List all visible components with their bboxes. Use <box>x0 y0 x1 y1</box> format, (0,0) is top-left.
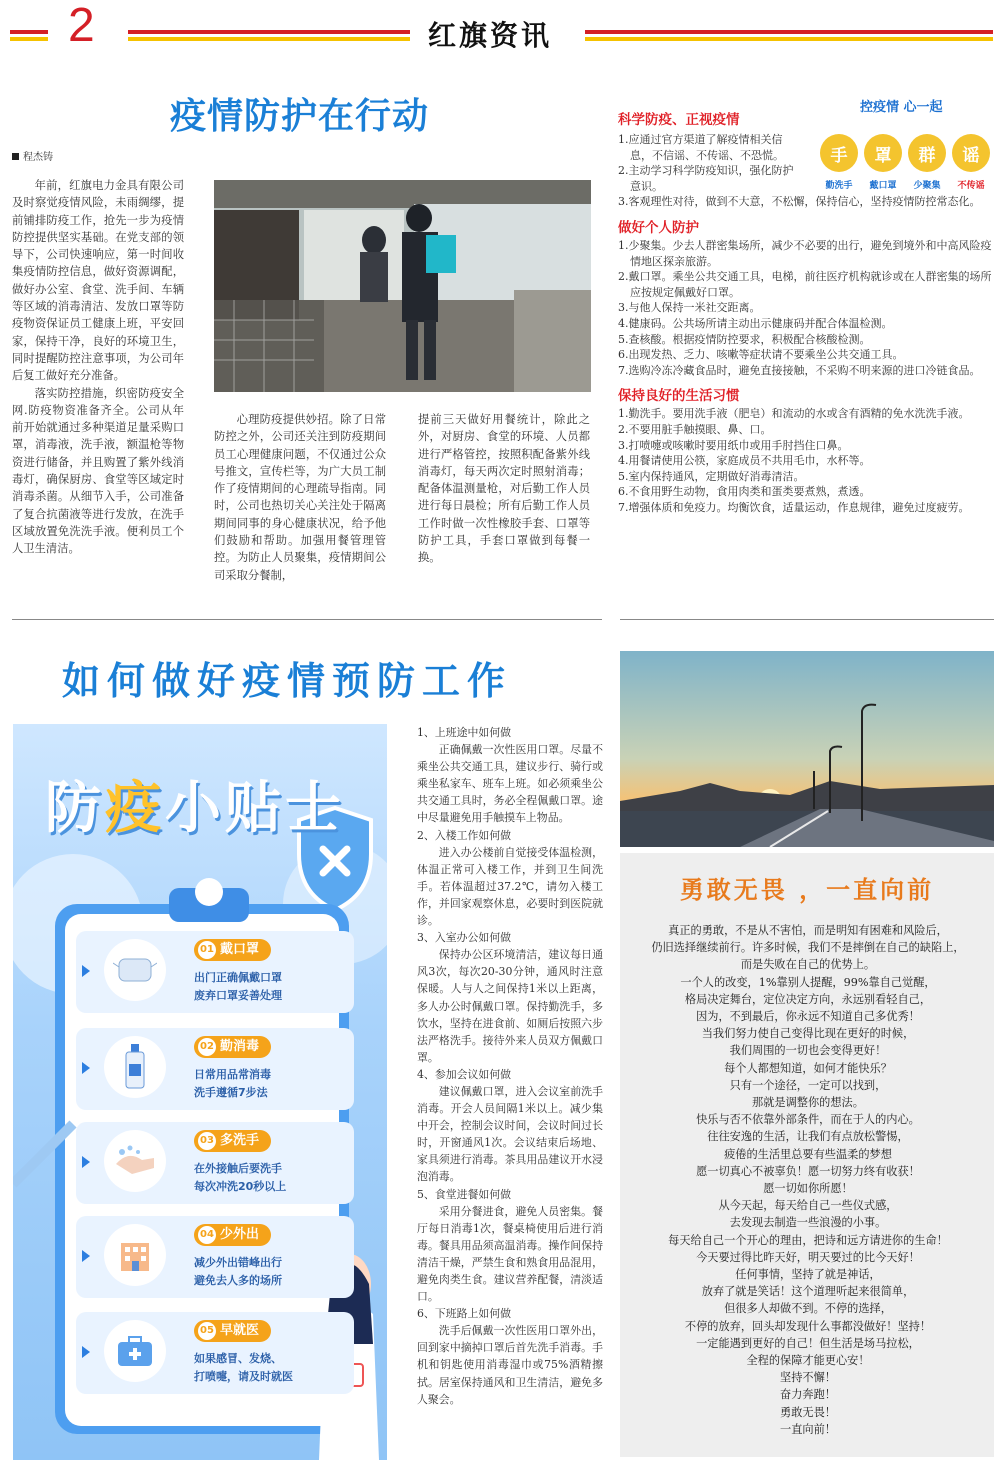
tip-line1: 日常用品常消毒 <box>194 1068 271 1081</box>
poem-line: 而是失败在自己的优势上。 <box>740 958 876 972</box>
step-heading: 4、参加会议如何做 <box>417 1067 512 1081</box>
header-bar-red-left <box>10 30 48 34</box>
step-text: 洗手后佩戴一次性医用口罩外出，回到家中摘掉口罩后首先洗手消毒。手机和钥匙使用消毒湿巾或75%酒精擦拭。居室保持通风和卫生清洁，避免多人聚会。 <box>417 1324 603 1406</box>
tip-title-text: 早就医 <box>220 1323 260 1338</box>
poem-line: 勇敢无畏！ <box>780 1405 836 1419</box>
tip-title <box>194 1320 271 1342</box>
step-text: 建议佩戴口罩，进入会议室前洗手消毒。开会人员间隔1米以上。减少集中开会，控制会议时间，会议时间过长时，开窗通风1次。会议结束后场地、家具须进行消毒。茶具用品建议开水浸泡消毒。 <box>417 1084 603 1184</box>
icon-label: 勤洗手 <box>825 181 853 191</box>
tip-number: 02 <box>198 1038 216 1056</box>
author-name: 程杰铸 <box>23 152 53 163</box>
list-item: 7.选购冷冻冷藏食品时，避免直接接触，不采购不明来源的进口冷链食品。 <box>618 363 981 377</box>
list-item: 4.健康码。公共场所请主动出示健康码并配合体温检测。 <box>618 316 893 330</box>
step-text: 正确佩戴一次性医用口罩。尽量不乘坐公共交通工具，建议步行、骑行或乘坐私家车、班车上班。如必须乘坐公共交通工具时，务必全程佩戴口罩。途中尽量避免用手触摸车上物品。 <box>417 743 603 825</box>
washing-hands-icon <box>104 1130 166 1192</box>
factory-photo-svg <box>214 180 591 392</box>
tip-line1: 出门正确佩戴口罩 <box>194 971 282 984</box>
sidebar-sec1-list <box>618 132 803 194</box>
mask-svg <box>113 955 157 985</box>
poem-line: 真正的勇敢，不是从不害怕，而是明知有困难和风险后， <box>668 924 948 937</box>
play-arrow-icon <box>82 965 90 977</box>
poem-line: 任何事情，坚持了就是神话， <box>735 1268 881 1282</box>
step-heading: 6、下班路上如何做 <box>417 1307 512 1321</box>
step-heading: 1、上班途中如何做 <box>417 726 512 739</box>
poem-line: 今天要过得比昨天好，明天要过的比今天好！ <box>696 1250 920 1264</box>
tip-title <box>194 1224 271 1246</box>
building-svg <box>115 1237 155 1273</box>
crowd-icon: 群 <box>908 134 946 172</box>
article1-para2: 落实防控措施，织密防疫安全网.防疫物资准备齐全。公司从年前开始就通过多种渠道足量采购口罩，消毒液，洗手液，额温枪等物资进行储备，并且购置了紫外线消毒灯，确保厨房、食堂等区域定时消毒杀菌。从细节入手，公司准备了复合抗菌液等进行发放，在洗手区域放置免洗洗手液。便利员工个人卫生清洁。 <box>12 386 184 556</box>
poem-line: 因为，不到最后，你永远不知道自己多优秀！ <box>696 1010 920 1024</box>
author-marker-icon <box>12 153 19 160</box>
header-bar-yellow-mid <box>128 37 410 41</box>
poster-title <box>45 764 345 844</box>
tip-line2: 每次冲洗20秒以上 <box>194 1180 287 1193</box>
step-text: 保持办公区环境清洁，建议每日通风3次，每次20-30分钟，通风时注意保暖。人与人之间保持1米以上距离，多人办公时佩戴口罩。保持勤洗手，多饮水，坚持在进食前、如厕后按照六步法严格洗手。接待外来人员双方佩戴口罩。 <box>417 948 603 1064</box>
tip-line1: 如果感冒、发烧、 <box>194 1352 282 1365</box>
list-item: 5.查核酸。根据疫情防控要求，积极配合核酸检测。 <box>618 332 871 346</box>
slogan: 控疫情 心一起 <box>860 100 943 115</box>
tip-line1: 在外接触后要洗手 <box>194 1162 282 1175</box>
header-bar-yellow-left <box>10 37 48 41</box>
play-arrow-icon <box>82 1156 90 1168</box>
sidebar-sec2-title: 做好个人防护 <box>618 219 699 236</box>
poem-line: 一定能遇到更好的自己！但生活是场马拉松， <box>696 1336 920 1350</box>
hands-svg <box>112 1144 158 1178</box>
article1-col2-text: 心理防疫提供妙招。除了日常防控之外，公司还关注到防疫期间员工心理健康问题，不仅通过公众号推文，宣传栏等，为广大员工制作了疫情期间的心理疏导指南。同时，公司也热切关心关注处于隔离期间同事的身心健康状况，给予他们鼓励和帮助。加强用餐管理管控。为防止人员聚集，疫情期间公司采取分餐制， <box>214 413 386 582</box>
poster-title-part2: 疫 <box>105 776 165 841</box>
tip-title-text: 勤消毒 <box>220 1039 260 1054</box>
section-divider-left <box>12 619 602 620</box>
step-heading: 2、入楼工作如何做 <box>417 828 512 842</box>
article1-para1: 年前，红旗电力金具有限公司及时察觉疫情风险，未雨绸缪，提前铺排防疫工作，抢先一步为疫情防控提供坚实基础。在党支部的领导下，公司快速响应，第一时间收集疫情防控信息，做好资源调配，做好办公室、食堂、洗手间、车辆等区域的消毒清洁、发放口罩等防疫物资保证员工健康上班，平安回家，保持干净，良好的环境卫生，同时提醒防控注意事项，为公司年后复工做好充分准备。 <box>12 179 184 383</box>
poem-text <box>620 922 996 1438</box>
list-item: 2.戴口罩。乘坐公共交通工具，电梯，前往医疗机构就诊或在人群密集的场所应按规定佩戴好口罩。 <box>618 270 992 299</box>
building-icon <box>104 1224 166 1286</box>
list-item: 2.不要用脏手触摸眼、鼻、口。 <box>618 422 772 436</box>
tip-card <box>76 1122 354 1204</box>
list-item: 1.勤洗手。要用洗手液（肥皂）和流动的水或含有酒精的免水洗洗手液。 <box>618 407 970 421</box>
poem-line: 愿一切真心不被辜负！愿一切努力终有收获！ <box>696 1164 920 1178</box>
sunset-svg <box>620 651 994 847</box>
step-text: 采用分餐进食，避免人员密集。餐厅每日消毒1次，餐桌椅使用后进行消毒。餐具用品须高温消毒。操作间保持清洁干燥，严禁生食和熟食用品混用，避免肉类生食。建议营养配餐，清淡适口。 <box>417 1204 603 1304</box>
tip-title-text: 戴口罩 <box>220 942 260 957</box>
tip-number: 01 <box>198 941 216 959</box>
sidebar-sec1-title: 科学防疫、正视疫情 <box>618 112 740 128</box>
poem-line: 放弃了就是笑话！这个道理听起来很简单， <box>701 1285 915 1299</box>
page-number: 2 <box>68 0 95 52</box>
poem-line: 从今天起，每天给自己一些仪式感， <box>718 1199 898 1213</box>
article2-title: 如何做好疫情预防工作 <box>62 658 513 703</box>
masthead-title: 红旗资讯 <box>428 19 553 52</box>
prevention-icons-panel <box>812 92 998 192</box>
list-item: 7.增强体质和免疫力。均衡饮食，适量运动，作息规律，避免过度疲劳。 <box>618 500 970 514</box>
tip-card <box>76 1216 354 1298</box>
play-arrow-icon <box>82 1250 90 1262</box>
tip-title <box>194 1130 271 1152</box>
tip-card <box>76 1028 354 1110</box>
header-bar-yellow-right <box>585 37 993 41</box>
factory-disinfection-photo <box>214 180 591 392</box>
poem-line: 只有一个途径，一定可以找到， <box>729 1078 887 1092</box>
icon-label: 少聚集 <box>913 181 941 191</box>
tip-number: 03 <box>198 1132 216 1150</box>
poem-line: 奋力奔跑！ <box>780 1388 836 1402</box>
poem-line: 仍旧选择继续前行。许多时候，我们不是摔倒在自己的缺陷上， <box>651 941 965 955</box>
tip-number: 05 <box>198 1322 216 1340</box>
poem-line: 往往安逸的生活，让我们有点放松警惕， <box>707 1130 909 1144</box>
poem-line: 疲倦的生活里总要有些温柔的梦想 <box>724 1147 892 1161</box>
list-item: 1.少聚集。少去人群密集场所，减少不必要的出行，避免到境外和中高风险疫情地区探亲旅游。 <box>618 238 992 268</box>
play-arrow-icon <box>82 1346 90 1358</box>
poem-line: 去发现去制造一些浪漫的小事。 <box>729 1216 887 1230</box>
tip-title <box>194 939 271 961</box>
icon-label: 戴口罩 <box>869 181 897 191</box>
tip-number: 04 <box>198 1226 216 1244</box>
article1-title: 疫情防护在行动 <box>170 96 430 137</box>
article1-col2 <box>214 411 386 584</box>
poster-title-part1: 防 <box>45 776 105 841</box>
tip-line2: 洗手遵循7步法 <box>194 1086 268 1099</box>
tip-line2: 打喷嚏，请及时就医 <box>194 1370 293 1383</box>
medical-kit-icon <box>104 1320 166 1382</box>
poem-line: 格局决定舞台，定位决定方向，永远别看轻自己， <box>684 992 932 1006</box>
header-bar-red-right <box>585 30 993 34</box>
tip-title-text: 少外出 <box>220 1227 260 1242</box>
medkit-svg <box>114 1334 156 1368</box>
author-line <box>12 148 53 163</box>
poster-title-part3: 小贴士 <box>165 776 345 841</box>
section-divider-right <box>620 619 994 620</box>
tip-card <box>76 1312 354 1394</box>
list-item: 6.不食用野生动物，食用肉类和蛋类要煮熟，煮透。 <box>618 485 871 499</box>
poem-line: 当我们努力使自己变得比现在更好的时候， <box>701 1027 915 1041</box>
sidebar-sec3-title: 保持良好的生活习惯 <box>618 388 740 405</box>
icon-label: 不传谣 <box>957 181 985 191</box>
list-item: 2.主动学习科学防疫知识，强化防护意识。 <box>618 164 794 193</box>
poem-line: 愿一切如你所愿！ <box>763 1182 853 1196</box>
article1-col3 <box>418 411 590 567</box>
tip-card <box>76 931 354 1013</box>
poem-line: 一直向前！ <box>780 1422 836 1436</box>
step-heading: 5、食堂进餐如何做 <box>417 1187 512 1201</box>
disinfectant-bottle-icon <box>104 1036 166 1098</box>
poem-line: 快乐与否不依靠外部条件，而在于人的内心。 <box>696 1113 920 1127</box>
sunset-road-photo <box>620 651 994 847</box>
wash-hands-icon: 手 <box>820 134 858 172</box>
poem-line: 但很多人却做不到。不停的选择， <box>724 1302 892 1316</box>
poem-line: 每天给自己一个开心的理由，把诗和远方请进你的生命！ <box>668 1233 948 1247</box>
article3-title: 勇敢无畏 ，一直向前 <box>679 875 935 904</box>
play-arrow-icon <box>82 1062 90 1074</box>
list-item: 3.客观理性对待，做到不大意，不松懈，保持信心，坚持疫情防控常态化。 <box>618 195 981 209</box>
poem-line: 不停的放弃，回头却发现什么事都没做好！坚持！ <box>684 1319 932 1333</box>
poem-line: 每个人都想知道，如何才能快乐？ <box>724 1061 892 1075</box>
poem-line: 一个人的改变，1%靠别人提醒，99%靠自己觉醒， <box>680 975 936 989</box>
tip-title-text: 多洗手 <box>220 1133 260 1148</box>
mask-icon: 罩 <box>864 134 902 172</box>
tip-line2: 废弃口罩妥善处理 <box>194 989 282 1002</box>
header-bar-red-mid <box>128 30 410 34</box>
list-item: 6.出现发热、乏力、咳嗽等症状请不要乘坐公共交通工具。 <box>618 348 904 362</box>
list-item: 3.打喷嚏或咳嗽时要用纸巾或用手肘挡住口鼻。 <box>618 438 849 452</box>
step-heading: 3、入室办公如何做 <box>417 931 512 945</box>
mask-icon <box>104 939 166 1001</box>
list-item: 5.室内保持通风，定期做好消毒清洁。 <box>618 469 805 483</box>
poem-line: 全程的保障才能更心安！ <box>746 1354 870 1368</box>
article1-col1 <box>12 177 184 558</box>
poem-line: 坚持不懈！ <box>780 1371 836 1385</box>
list-item: 4.用餐请使用公筷，家庭成员不共用毛巾，水杯等。 <box>618 454 871 468</box>
tip-line2: 避免去人多的场所 <box>194 1274 282 1287</box>
tip-line1: 减少外出错峰出行 <box>194 1256 282 1269</box>
bottle-svg <box>120 1044 150 1090</box>
article1-col3-text: 提前三天做好用餐统计，除此之外，对厨房、食堂的环境、人员都进行严格管控，按照积配备紫外线消毒灯，每天两次定时照射消毒；配备体温测量枪，对后勤工作人员进行每日晨检；所有后勤工作人员工作时做一次性橡胶手套、口罩等防护工具，手套口罩做到每餐一换。 <box>418 413 590 565</box>
no-rumor-icon: 谣 <box>952 134 990 172</box>
tip-title <box>194 1036 271 1058</box>
list-item: 1.应通过官方渠道了解疫情相关信息，不信谣、不传谣、不恐慌。 <box>618 133 784 162</box>
poem-line: 我们周围的一切也会变得更好！ <box>729 1044 887 1058</box>
step-text: 进入办公楼前自觉接受体温检测，体温正常可入楼工作，并到卫生间洗手。若体温超过37.2℃，请勿入楼工作，并回家观察休息，必要时到医院就诊。 <box>417 845 603 928</box>
list-item: 3.与他人保持一米社交距离。 <box>618 301 761 315</box>
poem-line: 那就是调整你的想法。 <box>752 1096 864 1110</box>
prevention-steps <box>417 724 603 1408</box>
